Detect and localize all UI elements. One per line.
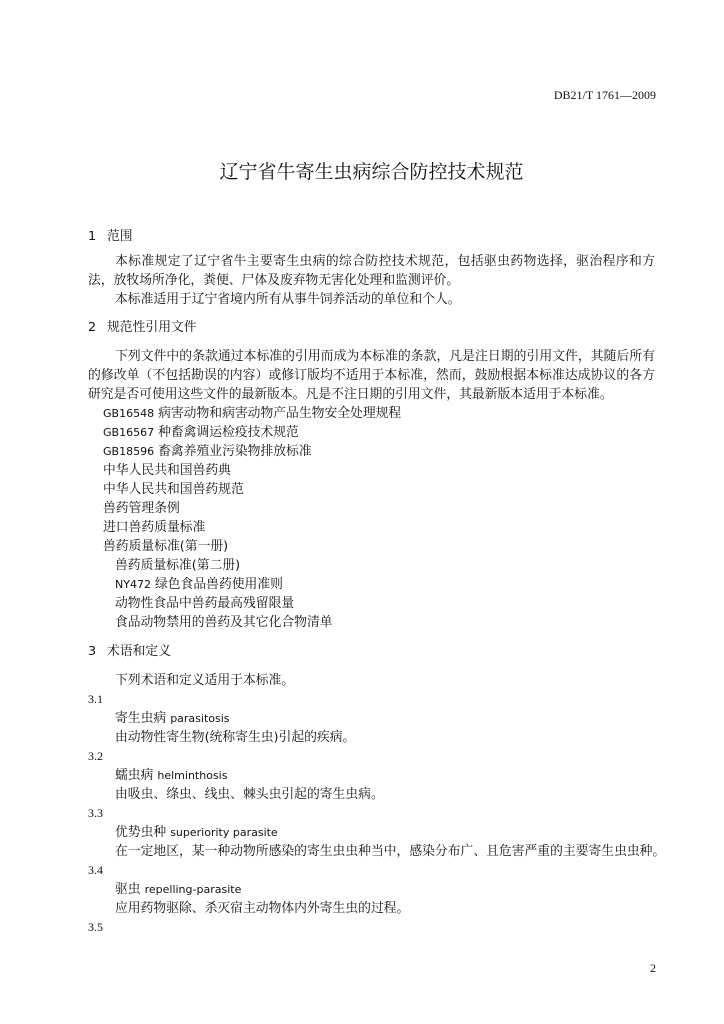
reference-item [115, 613, 333, 632]
reference-title: 食品动物禁用的兽药及其它化合物清单 [115, 615, 333, 630]
reference-item [103, 499, 180, 518]
reference-item [103, 423, 299, 442]
term-number: 3.1 [88, 692, 103, 706]
reference-title: 动物性食品中兽药最高残留限量 [115, 596, 295, 611]
term-name [115, 709, 230, 728]
term-number: 3.2 [88, 749, 103, 763]
scope-paragraph-line: 法，放牧场所净化，粪便、尸体及废弃物无害化处理和监测评价。 [88, 273, 460, 288]
reference-item [103, 480, 244, 499]
reference-title: 绿色食品兽药使用准则 [154, 577, 283, 592]
reference-item [115, 575, 283, 594]
reference-code: GB16548 [103, 407, 155, 420]
reference-item [103, 461, 231, 480]
term-number: 3.4 [88, 863, 103, 877]
term-definition: 由动物性寄生物(统称寄生虫)引起的疾病。 [115, 730, 356, 745]
reference-title: 兽药质量标准(第二册) [115, 558, 241, 573]
reference-title: 病害动物和病害动物产品生物安全处理规程 [158, 406, 402, 421]
references-intro-line: 研究是否可使用这些文件的最新版本。凡是不注日期的引用文件，其最新版本适用于本标准。 [88, 387, 613, 402]
references-intro-line: 下列文件中的条款通过本标准的引用而成为本标准的条款，凡是注日期的引用文件，其随后所有 [115, 349, 655, 364]
reference-title: 进口兽药质量标准 [103, 520, 206, 535]
term-name [115, 880, 241, 899]
reference-title: 兽药质量标准(第一册) [103, 539, 229, 554]
term-number: 3.3 [88, 806, 103, 820]
reference-title: 种畜禽调运检疫技术规范 [158, 425, 299, 440]
standard-code-header: DB21/T 1761—2009 [553, 88, 656, 102]
section-heading [88, 642, 171, 661]
term-english: superiority parasite [170, 826, 278, 839]
reference-title: 畜禽养殖业污染物排放标准 [158, 444, 312, 459]
references-intro-line: 的修改单（不包括勘误的内容）或修订版均不适用于本标准，然而，鼓励根据本标准达成协议的各方 [88, 368, 655, 383]
reference-item [115, 556, 240, 575]
scope-paragraph-line: 本标准规定了辽宁省牛主要寄生虫病的综合防控技术规范，包括驱虫药物选择，驱治程序和方 [115, 254, 655, 269]
term-definition: 由吸虫、绦虫、线虫、棘头虫引起的寄生虫病。 [115, 787, 384, 802]
section-heading [88, 318, 197, 337]
term-chinese: 驱虫 [115, 882, 141, 897]
reference-code: NY472 [115, 578, 151, 591]
section-number: 1 [88, 229, 97, 244]
reference-item [115, 594, 294, 613]
term-english: helminthosis [157, 769, 228, 782]
reference-title: 兽药管理条例 [103, 501, 180, 516]
term-definition: 在一定地区，某一种动物所感染的寄生虫虫种当中，感染分布广、且危害严重的主要寄生虫虫种。 [115, 844, 666, 859]
term-name [115, 766, 227, 785]
reference-item [103, 537, 228, 556]
reference-code: GB18596 [103, 445, 155, 458]
term-definition: 应用药物驱除、杀灭宿主动物体内外寄生虫的过程。 [115, 901, 410, 916]
term-english: parasitosis [170, 712, 230, 725]
term-name [115, 823, 278, 842]
section-heading [88, 227, 133, 246]
scope-paragraph-line: 本标准适用于辽宁省境内所有从事牛饲养活动的单位和个人。 [115, 292, 461, 307]
term-number: 3.5 [88, 920, 103, 934]
term-chinese: 优势虫种 [115, 825, 167, 840]
term-english: repelling-parasite [144, 883, 242, 896]
document-title: 辽宁省牛寄生虫病综合防控技术规范 [219, 161, 524, 183]
terms-intro: 下列术语和定义适用于本标准。 [115, 673, 295, 688]
reference-item [103, 442, 312, 461]
page-number: 2 [650, 961, 656, 975]
reference-title: 中华人民共和国兽药典 [103, 463, 231, 478]
reference-title: 中华人民共和国兽药规范 [103, 482, 244, 497]
section-title: 规范性引用文件 [107, 320, 197, 335]
reference-item [103, 404, 401, 423]
term-chinese: 蠕虫病 [115, 768, 154, 783]
reference-code: GB16567 [103, 426, 155, 439]
reference-item [103, 518, 205, 537]
section-title: 范围 [107, 229, 133, 244]
section-title: 术语和定义 [107, 644, 171, 659]
section-number: 3 [88, 644, 97, 659]
term-chinese: 寄生虫病 [115, 711, 167, 726]
section-number: 2 [88, 320, 97, 335]
